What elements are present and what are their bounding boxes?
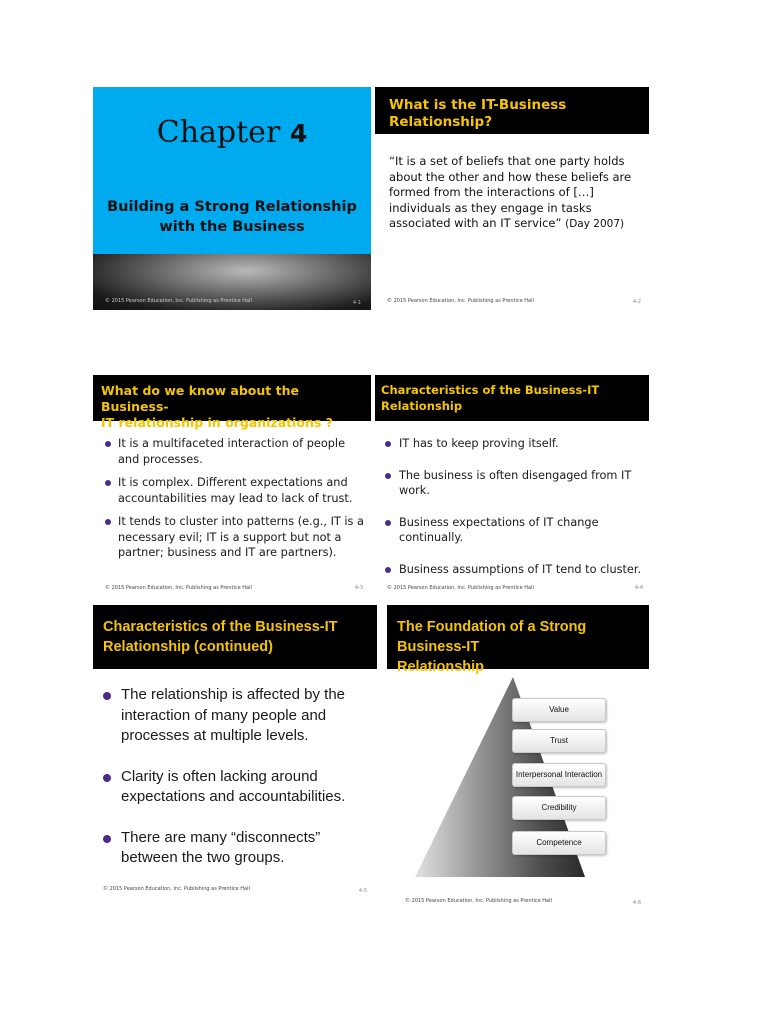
quote-line: associated with an IT service”	[389, 216, 562, 231]
slide-title-line-2: Relationship (continued)	[103, 639, 273, 655]
bullet-dot-icon	[385, 441, 391, 447]
slide-page-number: 4-3	[354, 585, 363, 591]
bullet-item	[103, 685, 373, 747]
slide-title-bar	[93, 605, 377, 669]
bullet-dot-icon	[385, 567, 391, 573]
slide-title-line-1: Characteristics of the Business-IT	[103, 619, 338, 635]
quote-line: formed from the interactions of […]	[389, 185, 594, 200]
chapter-title	[93, 115, 371, 150]
bullet-text: The business is often disengaged from IT work.	[399, 468, 632, 497]
chapter-number: 4	[289, 119, 308, 148]
quote-line-last	[389, 216, 644, 233]
bullet-text: It is complex. Different expectations and accountabilities may lead to lack of trust.	[118, 476, 353, 505]
bullet-dot-icon	[105, 441, 111, 447]
pyramid-level-interpersonal-interaction: Interpersonal Interaction	[512, 763, 606, 787]
slide-title-line-2: Relationship?	[389, 114, 493, 130]
bullet-text: Business expectations of IT change continually.	[399, 515, 599, 544]
bullet-text: The relationship is affected by the interaction of many people and processes at multiple levels.	[121, 686, 346, 744]
bullet-list	[385, 436, 645, 577]
bullet-text: It is a multifaceted interaction of people and processes.	[118, 437, 346, 466]
slide-title-line-1: The Foundation of a Strong Business-IT	[397, 619, 587, 655]
slide-footer: © 2015 Pearson Education, Inc. Publishing as Prentice Hall	[387, 585, 534, 591]
slide-title-bar	[375, 87, 649, 134]
bullet-item	[385, 562, 645, 578]
pyramid-level-credibility: Credibility	[512, 796, 606, 820]
bullet-item	[105, 475, 367, 506]
slide-page-number: 4-1	[352, 300, 361, 306]
slide-title-line-2: Relationship	[381, 399, 463, 413]
quote-line: “It is a set of beliefs that one party holds	[389, 154, 625, 168]
slide-page-number: 4-5	[358, 888, 367, 894]
quote-line: about the other and how these beliefs are	[389, 169, 632, 184]
slide-title-line-2: IT relationship in organizations ?	[101, 415, 333, 430]
bullet-item	[103, 767, 373, 808]
bullet-dot-icon	[105, 480, 111, 486]
slide-title-line-1: Characteristics of the Business-IT	[381, 383, 600, 397]
pyramid-level-value: Value	[512, 698, 606, 722]
bullet-text: Business assumptions of IT tend to cluster.	[399, 562, 642, 576]
definition-quote	[389, 154, 644, 233]
slide-title-bar	[375, 375, 649, 421]
subtitle-line-2: with the Business	[159, 219, 305, 235]
slide-chapter-cover	[93, 87, 371, 310]
bullet-dot-icon	[103, 692, 111, 700]
bullet-text: IT has to keep proving itself.	[399, 437, 559, 450]
slide-footer: © 2015 Pearson Education, Inc. Publishing as Prentice Hall	[103, 886, 250, 892]
slide-page-number: 4-6	[632, 900, 641, 906]
bullet-list	[103, 685, 373, 869]
subtitle-line-1: Building a Strong Relationship	[107, 199, 357, 215]
chapter-word: Chapter	[156, 115, 281, 150]
bullet-list	[105, 436, 367, 569]
bullet-text: It tends to cluster into patterns (e.g., IT is a necessary evil; IT is a support but not a partner; business and IT are partners).	[118, 515, 364, 559]
slide-footer: © 2015 Pearson Education, Inc. Publishing as Prentice Hall	[105, 585, 252, 591]
slide-foundation-pyramid	[387, 605, 649, 910]
quote-citation: (Day 2007)	[565, 218, 625, 231]
pyramid-level-competence: Competence	[512, 831, 606, 855]
pyramid-level-trust: Trust	[512, 729, 606, 753]
chapter-subtitle	[93, 197, 371, 237]
slide-what-we-know	[93, 375, 371, 595]
bullet-dot-icon	[385, 520, 391, 526]
slide-title-line-1: What do we know about the Business-	[101, 383, 299, 414]
slide-page-number: 4-2	[632, 299, 641, 305]
bullet-text: There are many “disconnects” between the two groups.	[121, 828, 321, 866]
bullet-text: Clarity is often lacking around expectations and accountabilities.	[121, 767, 346, 805]
slide-definition	[375, 87, 649, 310]
bullet-dot-icon	[103, 835, 111, 843]
bullet-item	[103, 828, 373, 869]
slide-title-line-1: What is the IT-Business	[389, 97, 567, 113]
slide-page-number: 4-4	[634, 585, 643, 591]
bullet-item	[385, 436, 645, 452]
pyramid-diagram	[387, 605, 649, 910]
bullet-item	[105, 436, 367, 467]
slide-footer: © 2015 Pearson Education, Inc. Publishing as Prentice Hall	[405, 898, 552, 904]
slide-title-bar	[93, 375, 371, 430]
bullet-dot-icon	[385, 473, 391, 479]
bullet-item	[105, 514, 367, 561]
bullet-item	[385, 468, 645, 499]
bullet-dot-icon	[103, 774, 111, 782]
slide-characteristics-continued	[93, 605, 377, 902]
slide-title-line-2: Relationship	[397, 659, 485, 675]
bullet-item	[385, 515, 645, 546]
slide-characteristics	[375, 375, 649, 595]
slide-footer: © 2015 Pearson Education, Inc. Publishing as Prentice Hall	[105, 298, 252, 304]
quote-line: individuals as they engage in tasks	[389, 200, 592, 215]
bullet-dot-icon	[105, 519, 111, 525]
slide-footer: © 2015 Pearson Education, Inc. Publishing as Prentice Hall	[387, 298, 534, 304]
